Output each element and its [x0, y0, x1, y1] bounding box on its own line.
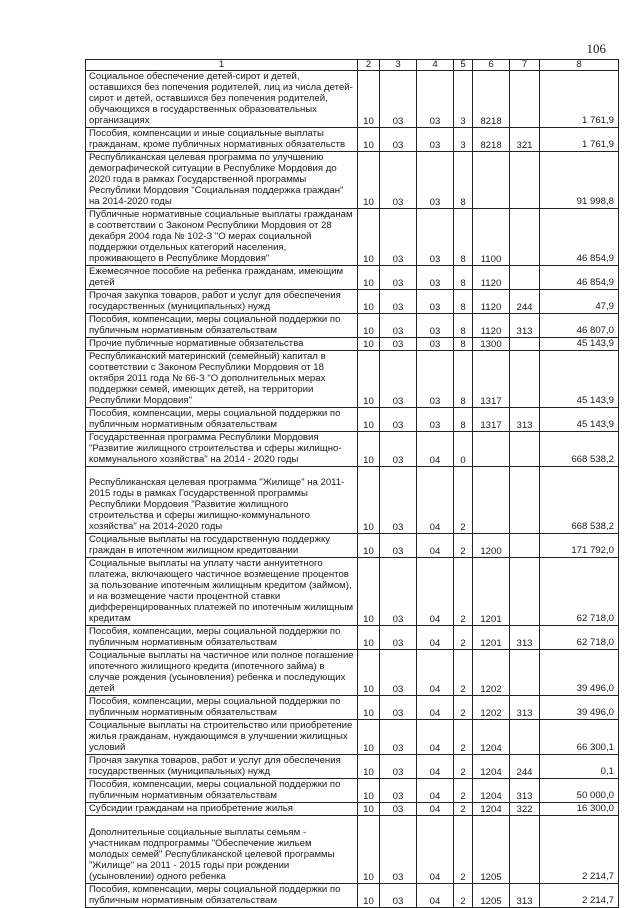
code-cs: 1317 — [473, 351, 510, 408]
code-rz: 10 — [358, 338, 380, 351]
code-pp: 8 — [454, 152, 473, 209]
code-vr: 313 — [510, 779, 540, 803]
code-gp: 03 — [417, 152, 454, 209]
code-cs: 1205 — [473, 816, 510, 884]
code-pr: 03 — [380, 338, 417, 351]
code-cs: 1204 — [473, 779, 510, 803]
code-pp: 2 — [454, 534, 473, 558]
code-gp: 04 — [417, 803, 454, 816]
table-row — [86, 755, 619, 779]
row-name: Республиканская целевая программа "Жилище" на 2011-2015 годы в рамках Государственной программы Республики Мордовия "Развитие жилищного строительства и сферы жилищно-коммунального хозяйства" на 2014-2020 годы — [86, 467, 358, 534]
code-pp: 0 — [454, 432, 473, 467]
code-rz: 10 — [358, 290, 380, 314]
code-gp: 04 — [417, 432, 454, 467]
row-name: Пособия, компенсации, меры социальной поддержки по публичным нормативным обязательствам — [86, 779, 358, 803]
code-rz: 10 — [358, 884, 380, 908]
code-rz: 10 — [358, 534, 380, 558]
code-pp: 2 — [454, 755, 473, 779]
row-name: Пособия, компенсации, меры социальной поддержки по публичным нормативным обязательствам — [86, 884, 358, 908]
code-pr: 03 — [380, 290, 417, 314]
code-pp: 2 — [454, 803, 473, 816]
code-pr: 03 — [380, 650, 417, 696]
row-name: Социальное обеспечение детей-сирот и детей, оставшихся без попечения родителей, лиц из числа детей-сирот и детей, оставшихся без попечения родителей, обучающихся в государственных образовательных организациях — [86, 71, 358, 128]
row-amount: 62 718,0 — [540, 626, 619, 650]
code-cs: 1300 — [473, 338, 510, 351]
code-pp: 2 — [454, 696, 473, 720]
code-gp: 03 — [417, 314, 454, 338]
code-cs: 1200 — [473, 534, 510, 558]
code-pp: 8 — [454, 408, 473, 432]
code-vr — [510, 351, 540, 408]
code-rz: 10 — [358, 720, 380, 755]
code-cs: 1204 — [473, 720, 510, 755]
code-pr: 03 — [380, 884, 417, 908]
code-gp: 04 — [417, 467, 454, 534]
row-amount: 45 143,9 — [540, 408, 619, 432]
code-cs: 1317 — [473, 408, 510, 432]
code-pp: 8 — [454, 338, 473, 351]
code-vr: 313 — [510, 696, 540, 720]
code-rz: 10 — [358, 314, 380, 338]
row-name: Республиканский материнский (семейный) капитал в соответствии с Законом Республики Мордовия от 18 октября 2011 года № 66-З "О дополнительных мерах поддержки семей, имеющих детей, на территории Республики Мордовия" — [86, 351, 358, 408]
code-pp: 8 — [454, 314, 473, 338]
code-cs: 1204 — [473, 803, 510, 816]
code-vr: 244 — [510, 755, 540, 779]
code-gp: 03 — [417, 266, 454, 290]
table-row — [86, 432, 619, 467]
code-pr: 03 — [380, 209, 417, 266]
row-name: Социальные выплаты на государственную поддержку граждан в ипотечном жилищном кредитовании — [86, 534, 358, 558]
code-cs: 1205 — [473, 884, 510, 908]
table-row — [86, 803, 619, 816]
column-header: 3 — [380, 60, 417, 71]
table-row — [86, 696, 619, 720]
row-amount: 1 761,9 — [540, 71, 619, 128]
row-amount: 16 300,0 — [540, 803, 619, 816]
code-pp: 2 — [454, 779, 473, 803]
code-rz: 10 — [358, 71, 380, 128]
code-vr — [510, 467, 540, 534]
code-gp: 04 — [417, 696, 454, 720]
row-name: Государственная программа Республики Мордовия "Развитие жилищного строительства и сферы жилищно-коммунального хозяйства" на 2014 - 2020 годы — [86, 432, 358, 467]
table-row — [86, 338, 619, 351]
row-amount: 45 143,9 — [540, 338, 619, 351]
code-vr: 322 — [510, 803, 540, 816]
code-pp: 2 — [454, 650, 473, 696]
table-row — [86, 650, 619, 696]
code-pr: 03 — [380, 432, 417, 467]
row-amount: 47,9 — [540, 290, 619, 314]
table-row — [86, 467, 619, 534]
code-pr: 03 — [380, 720, 417, 755]
code-vr: 321 — [510, 128, 540, 152]
code-rz: 10 — [358, 128, 380, 152]
code-gp: 04 — [417, 534, 454, 558]
row-amount: 46 854,9 — [540, 266, 619, 290]
code-rz: 10 — [358, 209, 380, 266]
code-pr: 03 — [380, 696, 417, 720]
code-cs: 8218 — [473, 128, 510, 152]
code-rz: 10 — [358, 816, 380, 884]
code-rz: 10 — [358, 152, 380, 209]
column-header: 4 — [417, 60, 454, 71]
row-amount: 91 998,8 — [540, 152, 619, 209]
table-row — [86, 152, 619, 209]
table-row — [86, 314, 619, 338]
code-pr: 03 — [380, 755, 417, 779]
code-cs: 1120 — [473, 266, 510, 290]
row-name: Ежемесячное пособие на ребенка гражданам, имеющим детей — [86, 266, 358, 290]
code-vr: 313 — [510, 408, 540, 432]
code-gp: 04 — [417, 816, 454, 884]
code-rz: 10 — [358, 779, 380, 803]
code-pr: 03 — [380, 467, 417, 534]
code-pr: 03 — [380, 128, 417, 152]
row-name: Субсидии гражданам на приобретение жилья — [86, 803, 358, 816]
code-rz: 10 — [358, 650, 380, 696]
code-gp: 03 — [417, 290, 454, 314]
code-vr — [510, 558, 540, 626]
code-rz: 10 — [358, 408, 380, 432]
code-pr: 03 — [380, 408, 417, 432]
code-gp: 04 — [417, 720, 454, 755]
code-vr: 313 — [510, 884, 540, 908]
row-name: Прочие публичные нормативные обязательства — [86, 338, 358, 351]
table-row — [86, 351, 619, 408]
row-name: Дополнительные социальные выплаты семьям - участникам подпрограммы "Обеспечение жильем молодых семей" Республиканской целевой программы "Жилище" на 2011 - 2015 годы при рождении (усыновлении) одного ребенка — [86, 816, 358, 884]
code-pr: 03 — [380, 314, 417, 338]
column-header: 1 — [86, 60, 358, 71]
code-rz: 10 — [358, 351, 380, 408]
row-amount: 66 300,1 — [540, 720, 619, 755]
table-row — [86, 266, 619, 290]
code-pr: 03 — [380, 803, 417, 816]
row-amount: 39 496,0 — [540, 696, 619, 720]
row-name: Прочая закупка товаров, работ и услуг для обеспечения государственных (муниципальных) нужд — [86, 755, 358, 779]
code-rz: 10 — [358, 696, 380, 720]
code-cs: 1100 — [473, 209, 510, 266]
code-cs: 1201 — [473, 558, 510, 626]
code-pr: 03 — [380, 626, 417, 650]
code-pr: 03 — [380, 534, 417, 558]
code-rz: 10 — [358, 626, 380, 650]
page-number: 106 — [586, 41, 606, 56]
row-name: Республиканская целевая программа по улучшению демографической ситуации в Республике Мордовия до 2020 года в рамках Государственной программы Республики Мордовия "Социальная поддержка граждан" на 2014-2020 годы — [86, 152, 358, 209]
table-row — [86, 290, 619, 314]
code-cs: 1204 — [473, 755, 510, 779]
code-vr — [510, 71, 540, 128]
code-pp: 2 — [454, 816, 473, 884]
code-gp: 04 — [417, 626, 454, 650]
row-amount: 171 792,0 — [540, 534, 619, 558]
code-pp: 8 — [454, 290, 473, 314]
row-name: Социальные выплаты на частичное или полное погашение ипотечного жилищного кредита (ипотечного займа) в случае рождения (усыновления) ребенка и последующих детей — [86, 650, 358, 696]
row-amount: 668 538,2 — [540, 467, 619, 534]
code-cs — [473, 467, 510, 534]
code-pp: 2 — [454, 720, 473, 755]
table-row — [86, 884, 619, 908]
code-cs: 1120 — [473, 314, 510, 338]
code-gp: 03 — [417, 128, 454, 152]
code-rz: 10 — [358, 467, 380, 534]
table-row — [86, 558, 619, 626]
code-rz: 10 — [358, 432, 380, 467]
code-pr: 03 — [380, 266, 417, 290]
code-vr — [510, 266, 540, 290]
row-name: Социальные выплаты на уплату части аннуитетного платежа, включающего частичное возмещение процентов за пользование ипотечным жилищным кредитом (займом), и на возмещение части процентной ставки дифференцированных платежей по ипотечным жилищным кредитам — [86, 558, 358, 626]
code-vr: 313 — [510, 626, 540, 650]
row-amount: 62 718,0 — [540, 558, 619, 626]
column-header: 2 — [358, 60, 380, 71]
code-pp: 8 — [454, 266, 473, 290]
code-vr — [510, 534, 540, 558]
code-gp: 03 — [417, 408, 454, 432]
code-vr: 313 — [510, 314, 540, 338]
row-amount: 39 496,0 — [540, 650, 619, 696]
code-pp: 2 — [454, 626, 473, 650]
code-gp: 04 — [417, 755, 454, 779]
table-row — [86, 209, 619, 266]
column-header: 5 — [454, 60, 473, 71]
budget-table — [85, 59, 619, 908]
code-pr: 03 — [380, 558, 417, 626]
table-row — [86, 816, 619, 884]
row-amount: 2 214,7 — [540, 884, 619, 908]
code-vr — [510, 816, 540, 884]
code-rz: 10 — [358, 558, 380, 626]
code-vr: 244 — [510, 290, 540, 314]
column-header: 8 — [540, 60, 619, 71]
code-rz: 10 — [358, 266, 380, 290]
table-row — [86, 626, 619, 650]
code-gp: 03 — [417, 71, 454, 128]
row-name: Прочая закупка товаров, работ и услуг для обеспечения государственных (муниципальных) нужд — [86, 290, 358, 314]
table-row — [86, 408, 619, 432]
code-gp: 04 — [417, 779, 454, 803]
code-cs: 1202 — [473, 650, 510, 696]
code-pp: 2 — [454, 884, 473, 908]
code-vr — [510, 720, 540, 755]
code-cs — [473, 432, 510, 467]
code-vr — [510, 432, 540, 467]
code-gp: 03 — [417, 351, 454, 408]
row-amount: 50 000,0 — [540, 779, 619, 803]
table-row — [86, 720, 619, 755]
row-name: Пособия, компенсации, меры социальной поддержки по публичным нормативным обязательствам — [86, 696, 358, 720]
code-vr — [510, 152, 540, 209]
code-vr — [510, 650, 540, 696]
code-pp: 8 — [454, 351, 473, 408]
table-header-row — [86, 60, 619, 71]
row-name: Пособия, компенсации, меры социальной поддержки по публичным нормативным обязательствам — [86, 314, 358, 338]
code-pr: 03 — [380, 816, 417, 884]
code-gp: 04 — [417, 558, 454, 626]
table-row — [86, 534, 619, 558]
code-pr: 03 — [380, 779, 417, 803]
code-pr: 03 — [380, 351, 417, 408]
code-vr — [510, 209, 540, 266]
row-amount: 0,1 — [540, 755, 619, 779]
column-header: 7 — [510, 60, 540, 71]
row-name: Публичные нормативные социальные выплаты гражданам в соответствии с Законом Республики Мордовия от 28 декабря 2004 года № 102-З "О мерах социальной поддержки отдельных категорий населения, проживающего в Республике Мордовия" — [86, 209, 358, 266]
code-pp: 8 — [454, 209, 473, 266]
row-name: Пособия, компенсации, меры социальной поддержки по публичным нормативным обязательствам — [86, 626, 358, 650]
code-gp: 04 — [417, 650, 454, 696]
row-name: Пособия, компенсации и иные социальные выплаты гражданам, кроме публичных нормативных обязательств — [86, 128, 358, 152]
code-gp: 03 — [417, 338, 454, 351]
code-pr: 03 — [380, 71, 417, 128]
row-amount: 46 807,0 — [540, 314, 619, 338]
code-gp: 04 — [417, 884, 454, 908]
code-gp: 03 — [417, 209, 454, 266]
code-pp: 2 — [454, 558, 473, 626]
row-amount: 45 143,9 — [540, 351, 619, 408]
table-row — [86, 779, 619, 803]
code-pr: 03 — [380, 152, 417, 209]
row-name: Социальные выплаты на строительство или приобретение жилья гражданам, нуждающимся в улучшении жилищных условий — [86, 720, 358, 755]
code-cs: 1202 — [473, 696, 510, 720]
row-name: Пособия, компенсации, меры социальной поддержки по публичным нормативным обязательствам — [86, 408, 358, 432]
row-amount: 46 854,9 — [540, 209, 619, 266]
code-pp: 3 — [454, 128, 473, 152]
code-cs — [473, 152, 510, 209]
code-vr — [510, 338, 540, 351]
code-rz: 10 — [358, 803, 380, 816]
code-cs: 1120 — [473, 290, 510, 314]
code-cs: 8218 — [473, 71, 510, 128]
code-cs: 1201 — [473, 626, 510, 650]
table-row — [86, 128, 619, 152]
row-amount: 2 214,7 — [540, 816, 619, 884]
column-header: 6 — [473, 60, 510, 71]
row-amount: 1 761,9 — [540, 128, 619, 152]
code-rz: 10 — [358, 755, 380, 779]
table-row — [86, 71, 619, 128]
row-amount: 668 538,2 — [540, 432, 619, 467]
code-pp: 2 — [454, 467, 473, 534]
code-pp: 3 — [454, 71, 473, 128]
